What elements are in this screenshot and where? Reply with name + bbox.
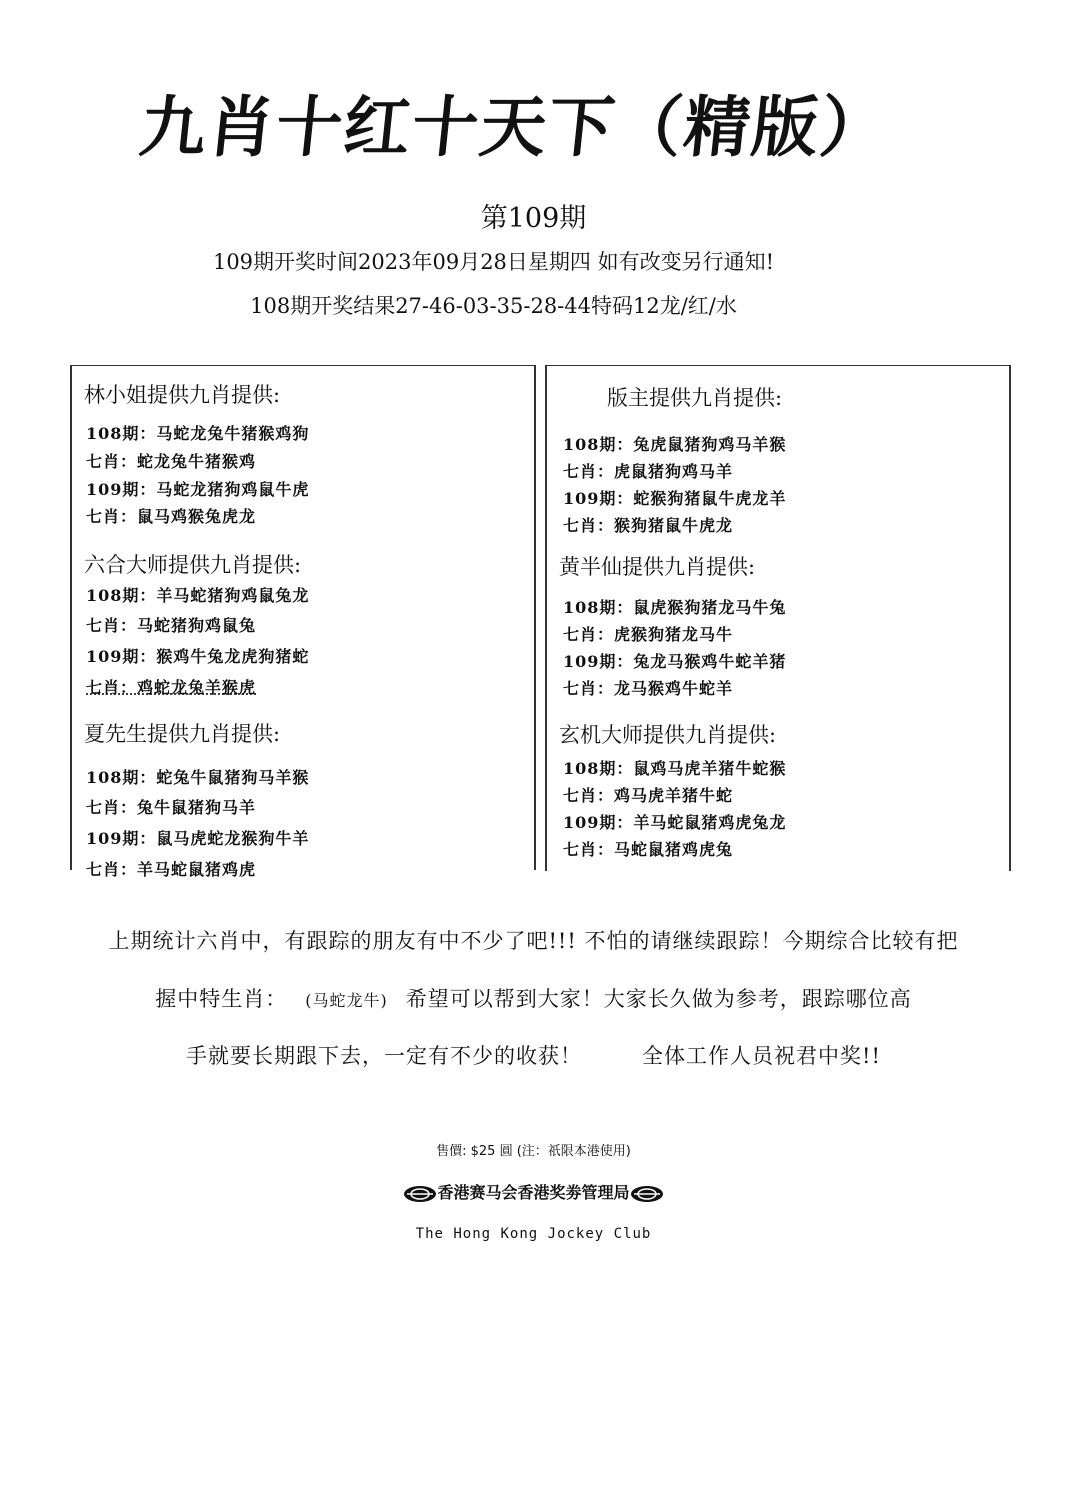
prediction-row: 108期：羊马蛇猪狗鸡鼠兔龙 xyxy=(86,586,310,605)
section-title: 版主提供九肖提供: xyxy=(607,386,783,410)
draw-time-notice: 109期开奖时间2023年09月28日星期四 如有改变另行通知! xyxy=(212,250,775,274)
prediction-row: 七肖：鼠马鸡猴兔虎龙 xyxy=(86,507,257,526)
prediction-row: 七肖：兔牛鼠猪狗马羊 xyxy=(86,798,257,817)
prediction-row: 七肖：鸡蛇龙兔羊猴虎 xyxy=(86,678,257,697)
issue-number: 第109期 xyxy=(480,203,587,234)
prediction-row: 108期：蛇兔牛鼠猪狗马羊猴 xyxy=(86,768,310,787)
prediction-row: 109期：马蛇龙猪狗鸡鼠牛虎 xyxy=(86,480,310,499)
last-draw-result: 108期开奖结果27-46-03-35-28-44特码12龙/红/水 xyxy=(250,294,737,318)
jockey-club-name: 香港赛马会香港奖劵管理局 xyxy=(437,1183,630,1202)
divider-tick xyxy=(70,421,72,441)
summary-line-2-tail: 希望可以帮到大家！大家长久做为参考，跟踪哪位高 xyxy=(405,987,912,1011)
prediction-row: 109期：猴鸡牛兔龙虎狗猪蛇 xyxy=(86,647,310,666)
section-title: 夏先生提供九肖提供: xyxy=(84,722,281,746)
prediction-row: 七肖：虎鼠猪狗鸡马羊 xyxy=(563,462,734,481)
prediction-row: 七肖：猴狗猪鼠牛虎龙 xyxy=(563,516,734,535)
right-prediction-box xyxy=(545,365,1011,871)
special-zodiac-pick: (马蛇龙牛) xyxy=(305,991,388,1010)
page-title: 九肖十红十天下（精版） xyxy=(136,89,893,166)
prediction-row: 109期：羊马蛇鼠猪鸡虎兔龙 xyxy=(563,813,787,832)
summary-line-2-lead: 握中特生肖： xyxy=(155,987,288,1011)
left-prediction-box xyxy=(70,365,536,879)
summary-line-3 xyxy=(0,1040,1067,1070)
summary-line-1: 上期统计六肖中，有跟踪的朋友有中不少了吧!!! 不怕的请继续跟踪！今期综合比较有把 xyxy=(108,929,959,953)
jockey-club-logo-icon xyxy=(630,1185,664,1203)
prediction-row: 七肖：羊马蛇鼠猪鸡虎 xyxy=(86,860,257,879)
good-luck-message: 全体工作人员祝君中奖!! xyxy=(642,1044,881,1068)
summary-line-2 xyxy=(0,983,1067,1013)
prediction-row: 109期：兔龙马猴鸡牛蛇羊猪 xyxy=(563,652,787,671)
prediction-row: 七肖：马蛇鼠猪鸡虎兔 xyxy=(563,840,734,859)
section-title: 玄机大师提供九肖提供: xyxy=(559,723,777,747)
jockey-club-cn xyxy=(0,1180,1067,1203)
prediction-row: 108期：鼠鸡马虎羊猪牛蛇猴 xyxy=(563,759,787,778)
jockey-club-logo-icon xyxy=(403,1185,437,1203)
prediction-row: 七肖：马蛇猪狗鸡鼠兔 xyxy=(86,616,257,635)
prediction-row: 109期：鼠马虎蛇龙猴狗牛羊 xyxy=(86,829,310,848)
summary-line-3-lead: 手就要长期跟下去，一定有不少的收获！ xyxy=(186,1044,583,1068)
prediction-row: 109期：蛇猴狗猪鼠牛虎龙羊 xyxy=(563,489,787,508)
prediction-row: 108期：马蛇龙兔牛猪猴鸡狗 xyxy=(86,424,310,443)
prediction-row: 七肖：虎猴狗猪龙马牛 xyxy=(563,625,734,644)
prediction-row: 七肖：鸡马虎羊猪牛蛇 xyxy=(563,786,734,805)
prediction-row: 108期：鼠虎猴狗猪龙马牛兔 xyxy=(563,598,787,617)
section-title: 林小姐提供九肖提供: xyxy=(84,383,281,407)
prediction-row: 七肖：龙马猴鸡牛蛇羊 xyxy=(563,679,734,698)
prediction-row: 七肖：蛇龙兔牛猪猴鸡 xyxy=(86,452,257,471)
prediction-row: 108期：兔虎鼠猪狗鸡马羊猴 xyxy=(563,435,787,454)
price-note: 售價: $25 圓 (注：祇限本港使用) xyxy=(436,1144,631,1159)
section-title: 黄半仙提供九肖提供: xyxy=(559,555,756,579)
jockey-club-en: The Hong Kong Jockey Club xyxy=(415,1226,652,1242)
section-title: 六合大师提供九肖提供: xyxy=(84,553,302,577)
